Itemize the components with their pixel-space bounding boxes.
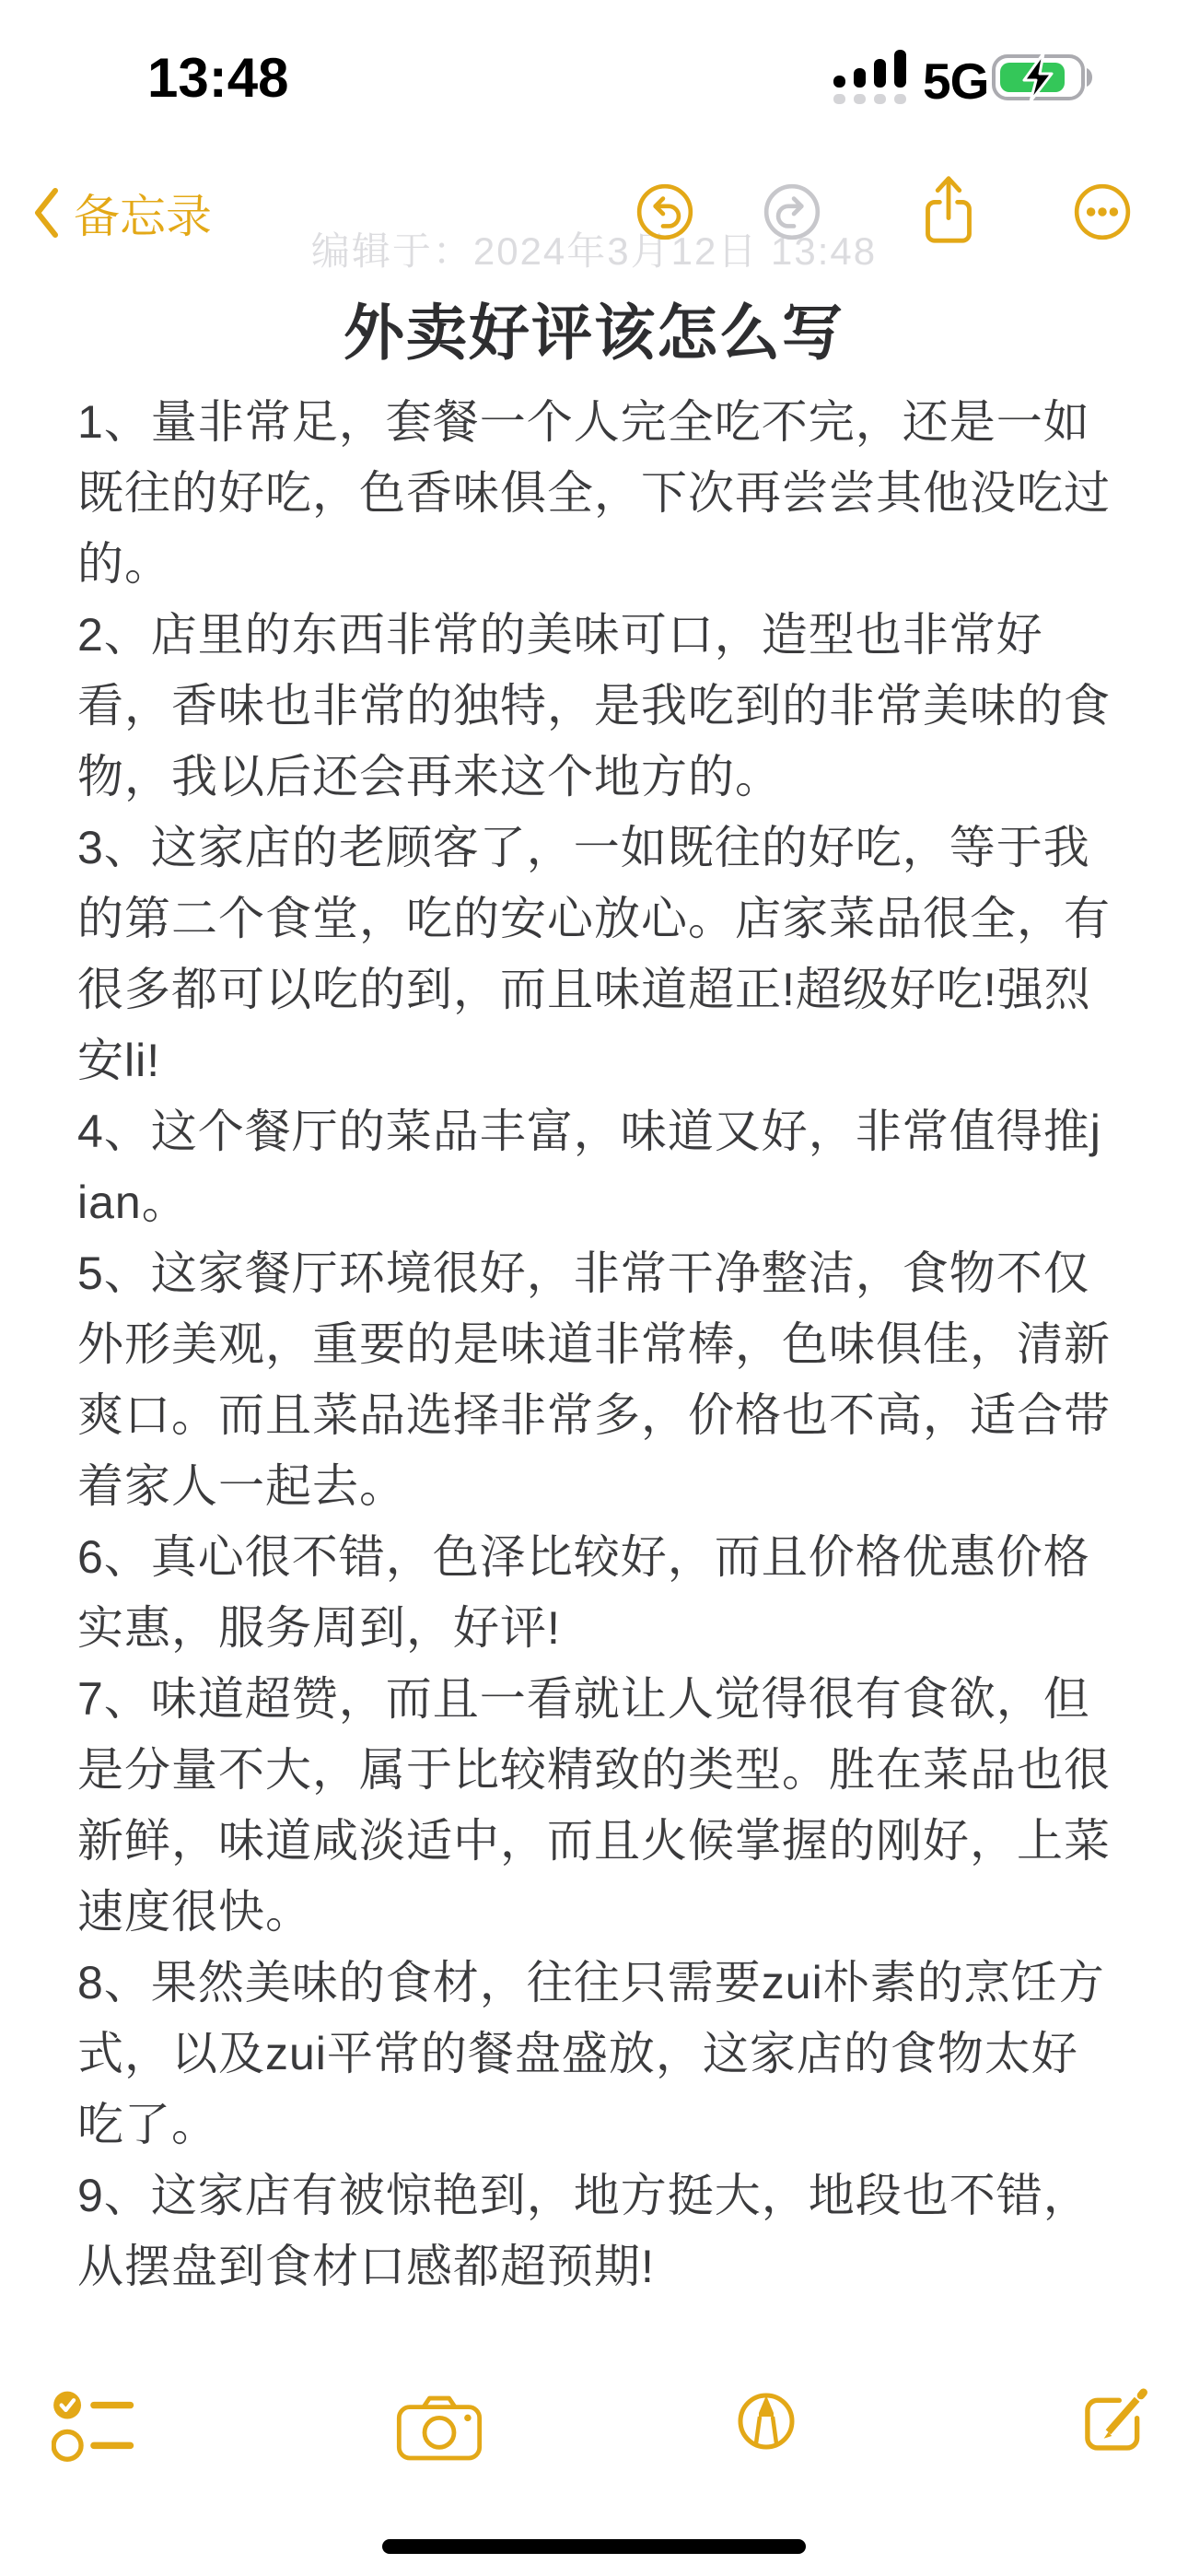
redo-icon: [762, 181, 822, 242]
markup-pen-icon: [734, 2386, 798, 2456]
note-body-text[interactable]: [77, 387, 1112, 2302]
back-button-label: 备忘录: [74, 191, 212, 242]
note-edited-date: 编辑于：2024年3月12日 13:48: [310, 229, 878, 273]
cellular-signal-icon: [832, 44, 909, 105]
status-time: 13:48: [147, 47, 289, 109]
more-options-button[interactable]: [1072, 181, 1133, 242]
markup-button[interactable]: [734, 2386, 798, 2456]
note-paragraph: 8、果然美味的食材，往往只需要zui朴素的烹饪方式，以及zui平常的餐盘盛放，这家店的食物太好吃了。: [77, 1957, 1105, 2150]
ellipsis-circle-icon: [1072, 181, 1133, 242]
note-paragraph: 3、这家店的老顾客了，一如既往的好吃，等于我的第二个食堂，吃的安心放心。店家菜品很全，有很多都可以吃的到，而且味道超正!超级好吃!强烈安li!: [77, 822, 1111, 1086]
note-paragraph: 9、这家店有被惊艳到，地方挺大，地段也不错，从摆盘到食材口感都超预期!: [77, 2170, 1090, 2292]
note-title[interactable]: 外卖好评该怎么写: [344, 299, 844, 367]
note-paragraph: 1、量非常足，套餐一个人完全吃不完，还是一如既往的好吃，色香味俱全，下次再尝尝其他没吃过的。: [77, 396, 1111, 590]
redo-button[interactable]: [762, 181, 822, 242]
compose-icon: [1076, 2383, 1155, 2462]
checklist-icon: [52, 2388, 138, 2464]
camera-button[interactable]: [394, 2392, 484, 2464]
note-paragraph: 2、店里的东西非常的美味可口，造型也非常好看，香味也非常的独特，是我吃到的非常美味的食物，我以后还会再来这个地方的。: [77, 609, 1111, 802]
note-paragraph: 4、这个餐厅的菜品丰富，味道又好，非常值得推jian。: [77, 1106, 1101, 1228]
undo-icon: [635, 181, 695, 242]
home-indicator[interactable]: [382, 2539, 806, 2554]
network-type-label: 5G: [923, 53, 989, 110]
undo-button[interactable]: [635, 181, 695, 242]
battery-charging-icon: [991, 53, 1101, 101]
checklist-button[interactable]: [52, 2388, 138, 2464]
chevron-left-icon: [33, 186, 59, 240]
share-button[interactable]: [919, 171, 978, 249]
back-button[interactable]: [33, 181, 212, 245]
note-paragraph: 7、味道超赞，而且一看就让人觉得很有食欲，但是分量不大，属于比较精致的类型。胜在菜品也很新鲜，味道咸淡适中，而且火候掌握的刚好，上菜速度很快。: [77, 1673, 1111, 1938]
camera-icon: [394, 2392, 484, 2464]
compose-button[interactable]: [1076, 2383, 1155, 2462]
share-icon: [921, 172, 976, 248]
note-paragraph: 6、真心很不错，色泽比较好，而且价格优惠价格实惠，服务周到，好评!: [77, 1531, 1090, 1654]
note-paragraph: 5、这家餐厅环境很好，非常干净整洁，食物不仅外形美观，重要的是味道非常棒，色味俱佳，清新爽口。而且菜品选择非常多，价格也不高，适合带着家人一起去。: [77, 1247, 1111, 1512]
